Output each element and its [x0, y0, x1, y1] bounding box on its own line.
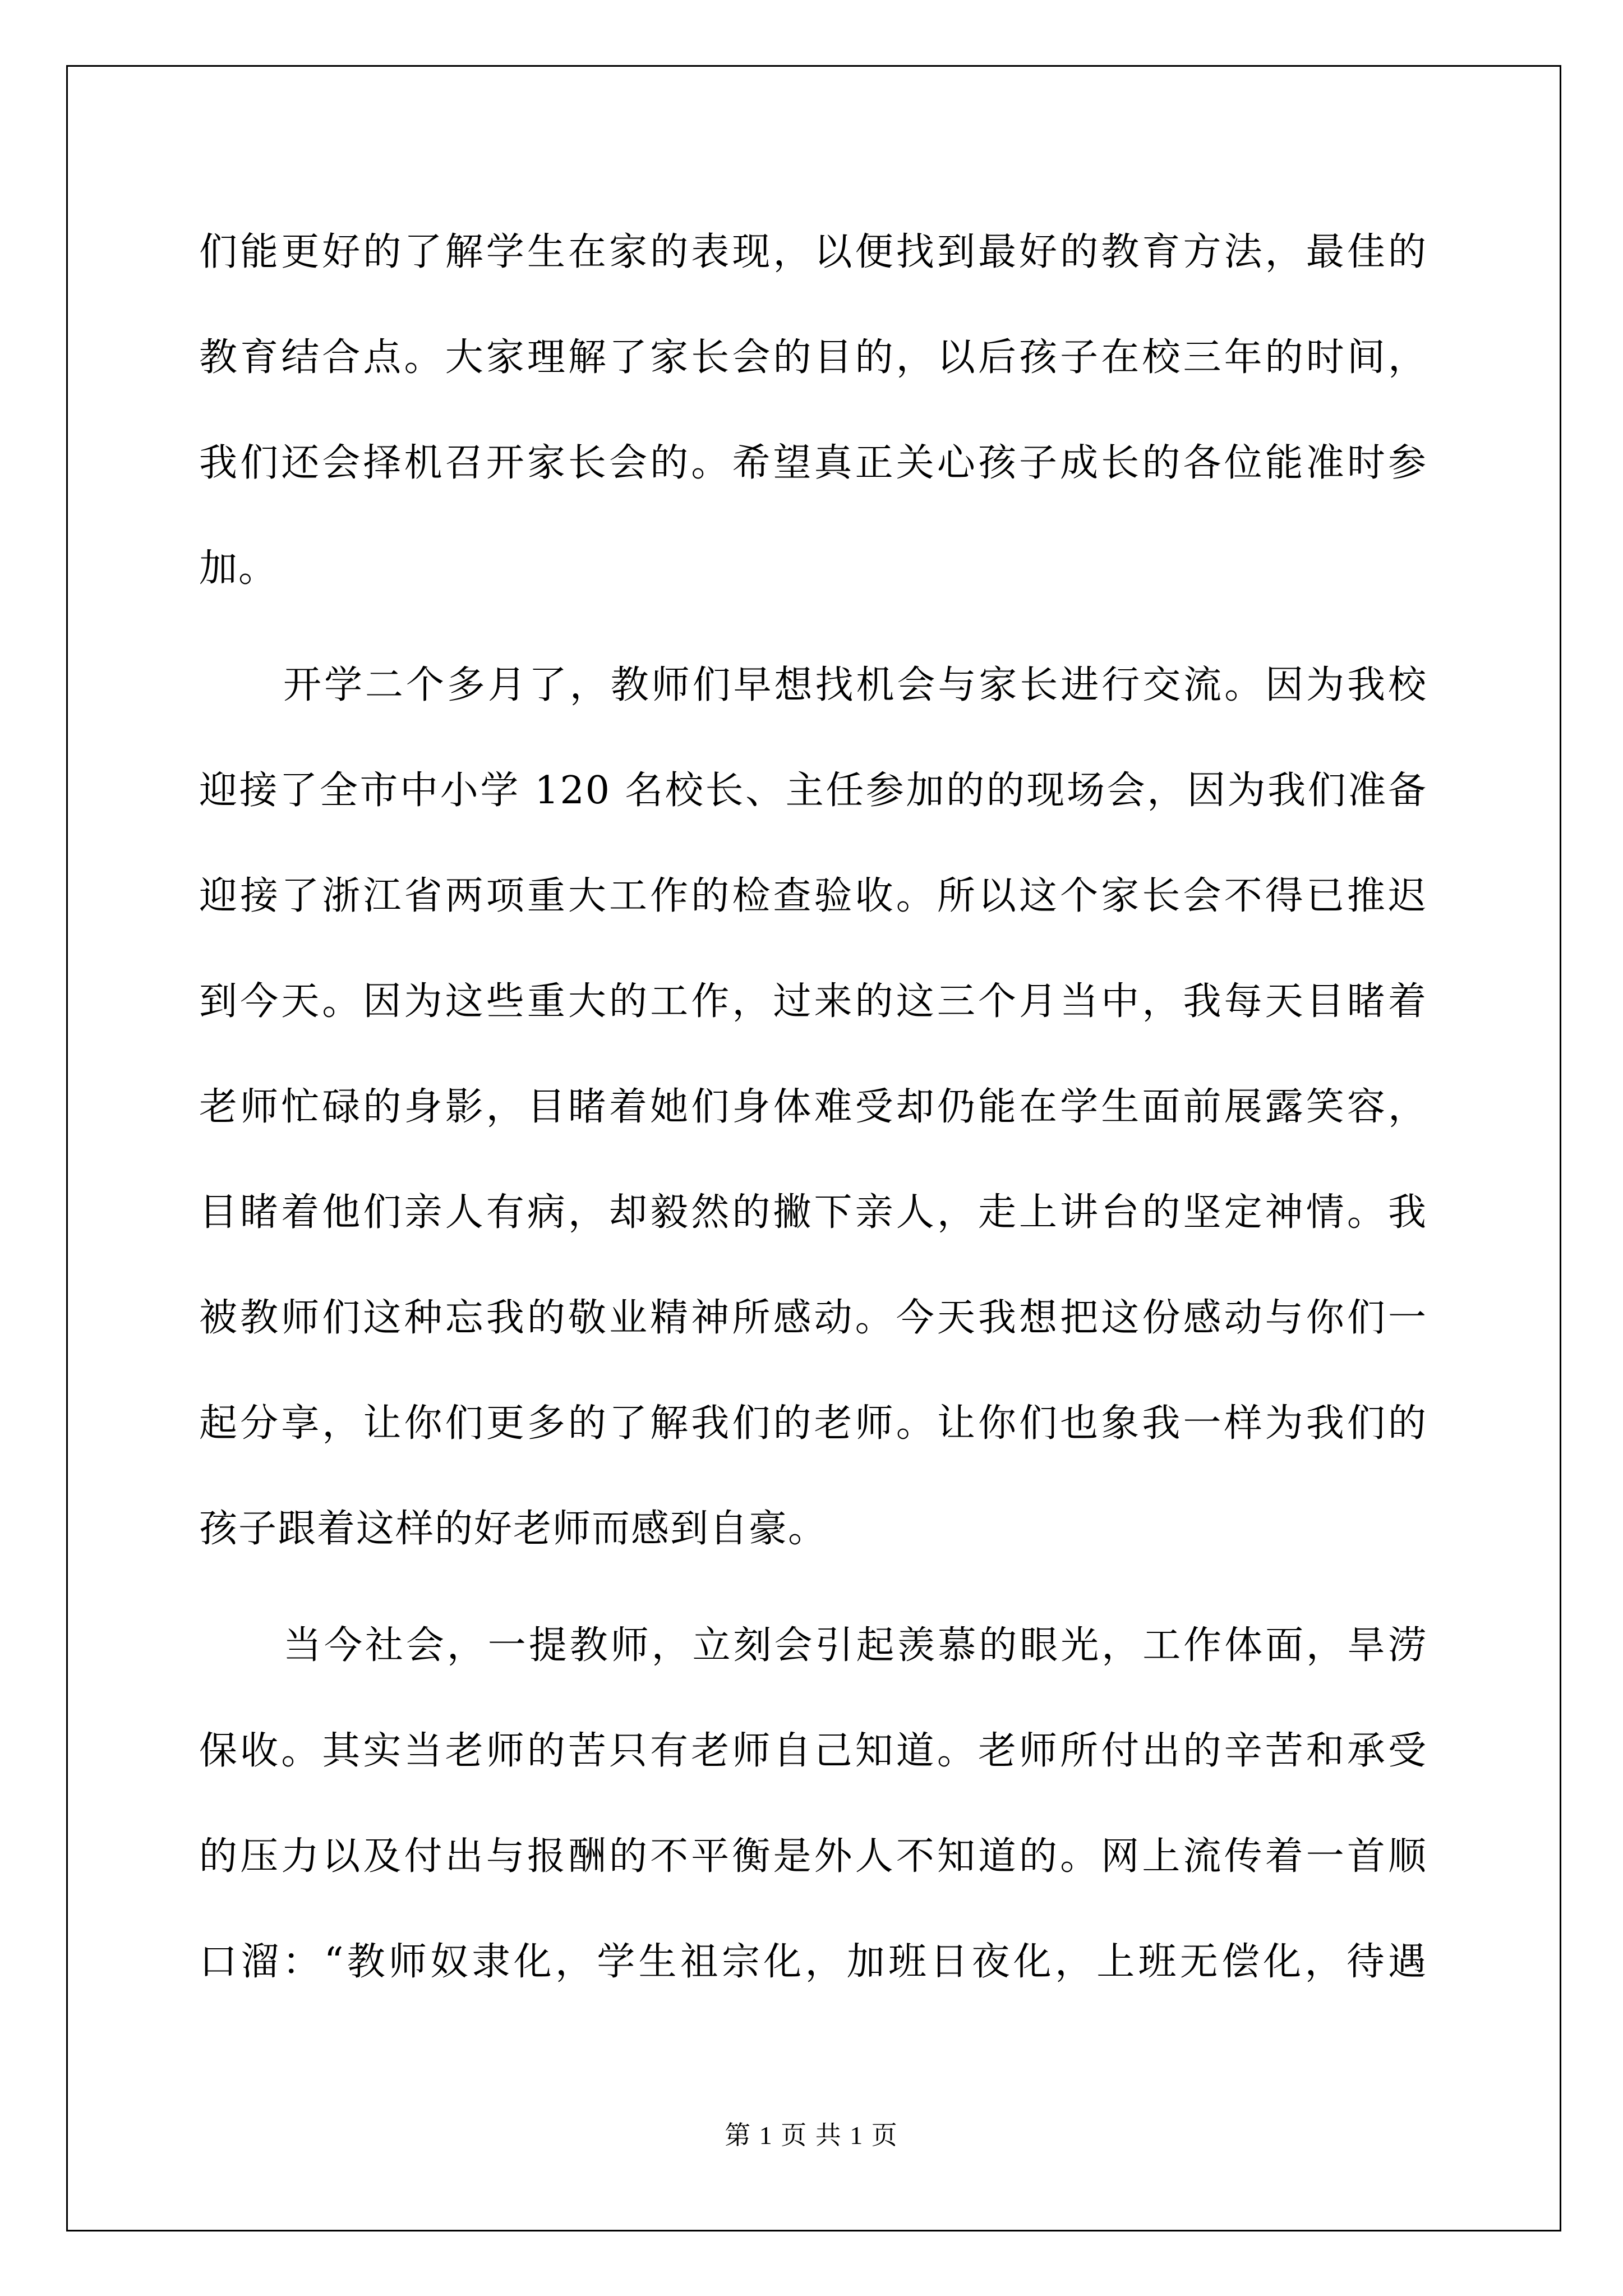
text-line: 迎接了浙江省两项重大工作的检查验收。所以这个家长会不得已推迟: [199, 874, 1427, 918]
paragraph: [199, 643, 1427, 1593]
paragraph: [199, 1604, 1427, 2026]
text-line: 孩子跟着这样的好老师而感到自豪。: [199, 1507, 828, 1551]
text-line: 目睹着他们亲人有病，却毅然的撇下亲人，走上讲台的坚定神情。我: [199, 1190, 1427, 1235]
text-line: 教育结合点。大家理解了家长会的目的，以后孩子在校三年的时间，: [199, 335, 1427, 380]
text-line: 开学二个多月了，教师们早想找机会与家长进行交流。因为我校: [283, 663, 1427, 707]
text-line: 们能更好的了解学生在家的表现，以便找到最好的教育方法，最佳的: [199, 230, 1427, 274]
text-line: 起分享，让你们更多的了解我们的老师。让你们也象我一样为我们的: [199, 1401, 1427, 1446]
text-line: 我们还会择机召开家长会的。希望真正关心孩子成长的各位能准时参: [199, 441, 1427, 485]
text-line: 老师忙碌的身影，目睹着她们身体难受却仍能在学生面前展露笑容，: [199, 1085, 1427, 1129]
text-line: 当今社会，一提教师，立刻会引起羡慕的眼光，工作体面，旱涝: [283, 1623, 1427, 1668]
text-line: 到今天。因为这些重大的工作，过来的这三个月当中，我每天目睹着: [199, 979, 1427, 1024]
document-body: [199, 210, 1427, 2026]
page-number-footer: 第 1 页 共 1 页: [725, 2121, 898, 2150]
text-line: 的压力以及付出与报酬的不平衡是外人不知道的。网上流传着一首顺: [199, 1834, 1427, 1879]
paragraph: [199, 210, 1427, 632]
text-line: 保收。其实当老师的苦只有老师自己知道。老师所付出的辛苦和承受: [199, 1729, 1427, 1773]
text-line: 口溜：“教师奴隶化，学生祖宗化，加班日夜化，上班无偿化，待遇: [199, 1940, 1427, 1984]
text-line: 迎接了全市中小学 120 名校长、主任参加的的现场会，因为我们准备: [199, 769, 1427, 813]
text-line: 被教师们这种忘我的敬业精神所感动。今天我想把这份感动与你们一: [199, 1296, 1427, 1340]
text-line: 加。: [199, 546, 278, 591]
